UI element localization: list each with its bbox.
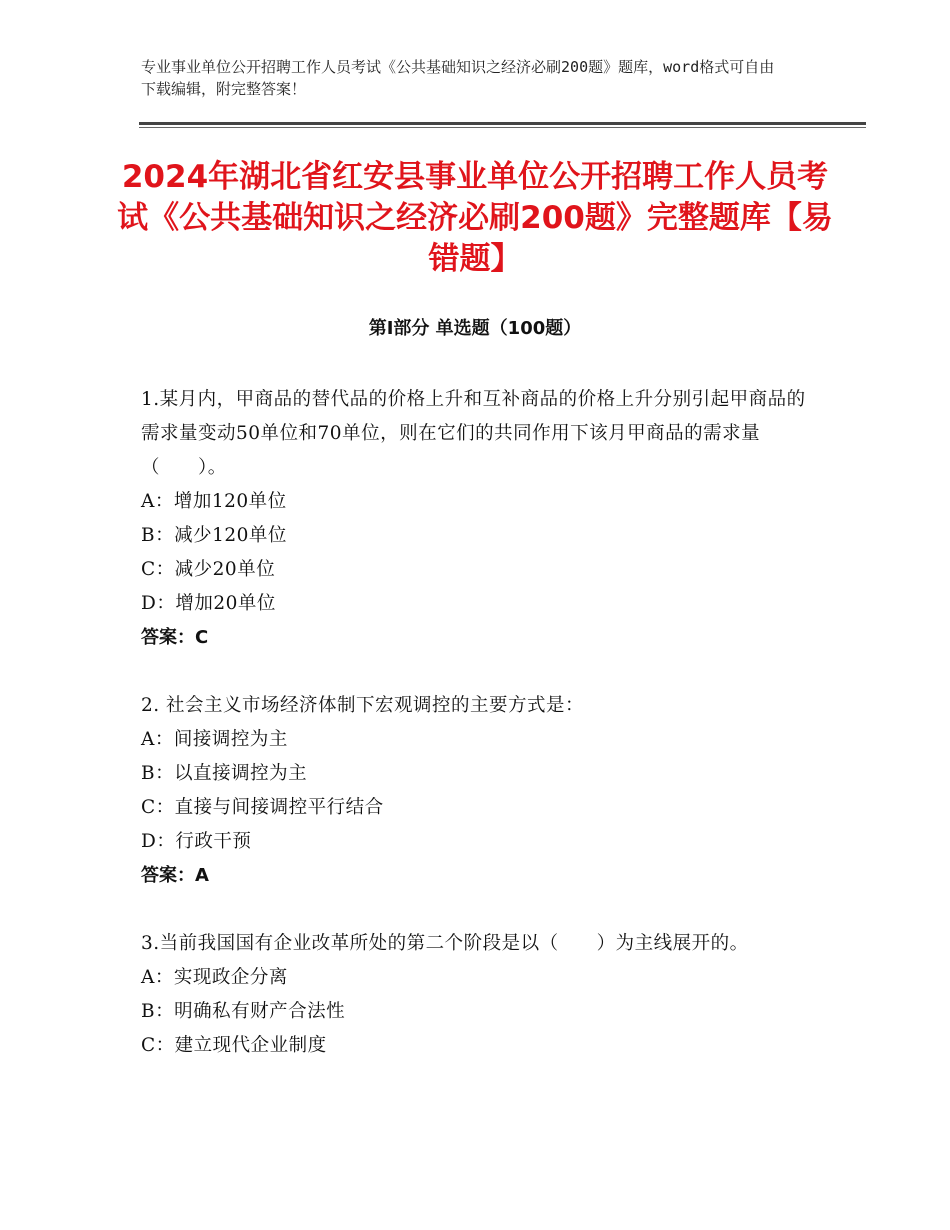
question-spacer	[141, 655, 811, 689]
question-stem: 3.当前我国国有企业改革所处的第二个阶段是以（ ）为主线展开的。	[141, 933, 749, 954]
question-1	[141, 383, 811, 655]
question-stem: 1.某月内，甲商品的替代品的价格上升和互补商品的价格上升分别引起甲商品的需求量变动50单位和70单位，则在它们的共同作用下该月甲商品的需求量（ ）。	[141, 389, 806, 478]
header-rule-thick	[139, 122, 866, 125]
answer: 答案：A	[141, 865, 209, 886]
option-c: C：直接与间接调控平行结合	[141, 797, 384, 818]
header-rule-thin	[139, 127, 866, 128]
question-stem: 2. 社会主义市场经济体制下宏观调控的主要方式是：	[141, 695, 585, 716]
question-2	[141, 689, 811, 893]
option-c: C：减少20单位	[141, 559, 276, 580]
option-d: D：行政干预	[141, 831, 252, 852]
question-3	[141, 927, 811, 1063]
answer: 答案：C	[141, 627, 209, 648]
option-a: A：实现政企分离	[141, 967, 288, 988]
option-a: A：增加120单位	[141, 491, 287, 512]
option-a: A：间接调控为主	[141, 729, 288, 750]
option-b: B：明确私有财产合法性	[141, 1001, 346, 1022]
section-heading: 第Ⅰ部分 单选题（100题）	[368, 318, 582, 339]
header-note: 专业事业单位公开招聘工作人员考试《公共基础知识之经济必刷200题》题库，word格式可自由下载编辑，附完整答案！	[141, 58, 775, 98]
document-title: 2024年湖北省红安县事业单位公开招聘工作人员考试《公共基础知识之经济必刷200题》完整题库【易错题】	[117, 159, 833, 277]
option-c: C：建立现代企业制度	[141, 1035, 327, 1056]
question-spacer	[141, 893, 811, 927]
option-b: B：减少120单位	[141, 525, 287, 546]
option-b: B：以直接调控为主	[141, 763, 308, 784]
question-list	[141, 383, 811, 1063]
option-d: D：增加20单位	[141, 593, 276, 614]
